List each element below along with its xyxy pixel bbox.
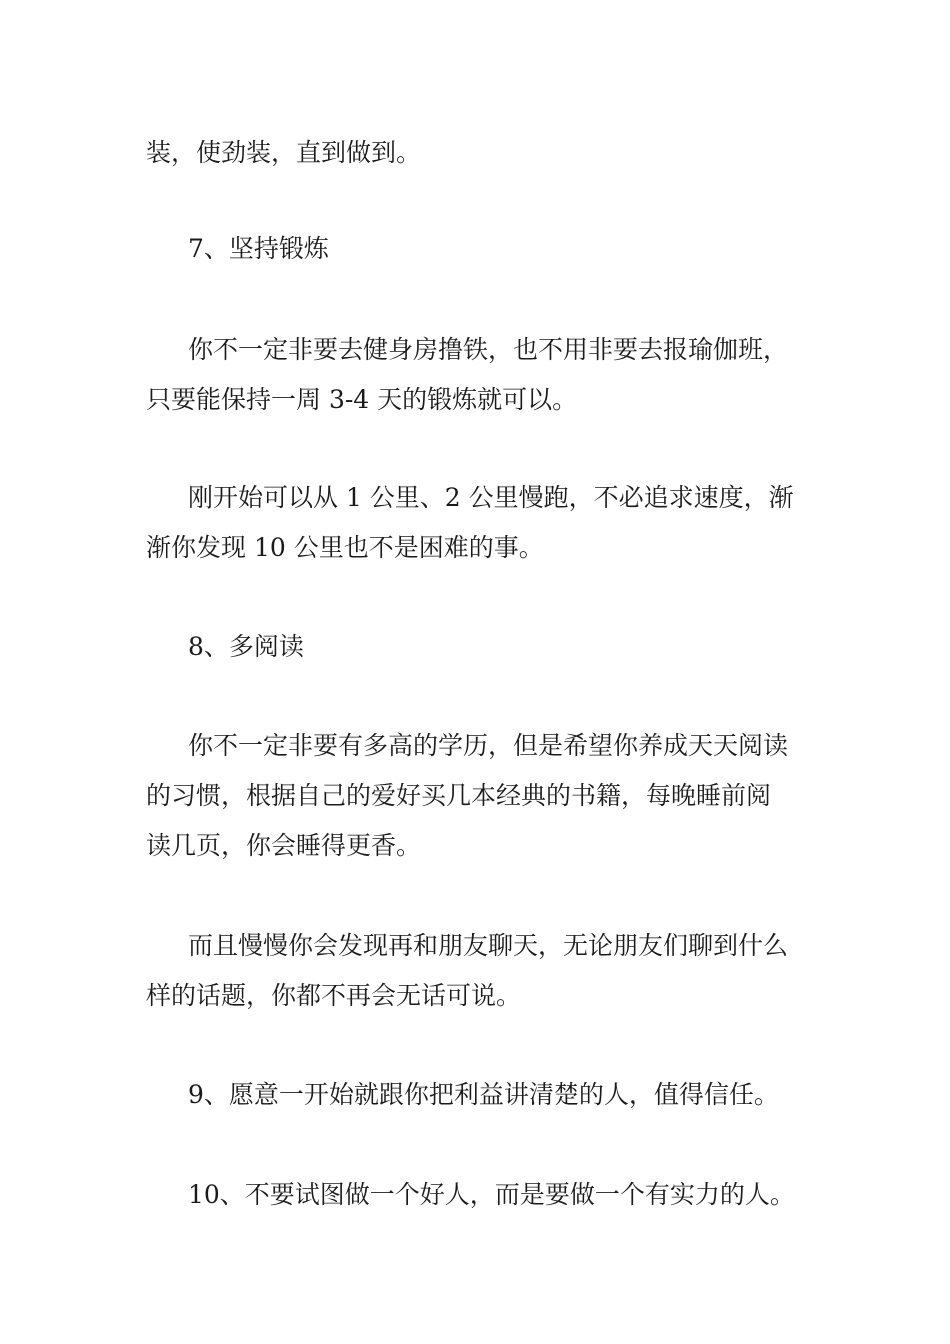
- text-line: 的习惯，根据自己的爱好买几本经典的书籍，每晚睡前阅: [146, 781, 772, 810]
- text-line: 样的话题，你都不再会无话可说。: [146, 981, 522, 1010]
- item-10-strength: [146, 1170, 810, 1220]
- text-line: 你不一定非要有多高的学历，但是希望你养成天天阅读: [188, 731, 789, 760]
- text-line: 读几页，你会睡得更香。: [146, 831, 422, 860]
- paragraph-exercise-2: [146, 473, 810, 573]
- paragraph-reading-2: [146, 921, 810, 1021]
- text-line: 而且慢慢你会发现再和朋友聊天，无论朋友们聊到什么: [188, 931, 789, 960]
- text-line: 你不一定非要去健身房撸铁，也不用非要去报瑜伽班，: [188, 335, 789, 364]
- heading-7-exercise: [146, 224, 810, 274]
- paragraph-reading-1: [146, 721, 810, 871]
- text-line: 只要能保持一周 3-4 天的锻炼就可以。: [146, 385, 578, 414]
- heading-8-reading: [146, 622, 810, 672]
- item-9-trust: [146, 1070, 810, 1120]
- text-line: 9、愿意一开始就跟你把利益讲清楚的人，值得信任。: [188, 1080, 779, 1109]
- text-line: 7、坚持锻炼: [188, 234, 329, 263]
- text-line: 渐你发现 10 公里也不是困难的事。: [146, 533, 544, 562]
- text-line: 刚开始可以从 1 公里、2 公里慢跑，不必追求速度，渐: [188, 483, 794, 512]
- text-line: 装，使劲装，直到做到。: [146, 138, 422, 167]
- paragraph-exercise-1: [146, 325, 810, 425]
- paragraph-continuation: [146, 128, 810, 178]
- text-line: 10、不要试图做一个好人，而是要做一个有实力的人。: [188, 1180, 795, 1209]
- text-line: 8、多阅读: [188, 632, 304, 661]
